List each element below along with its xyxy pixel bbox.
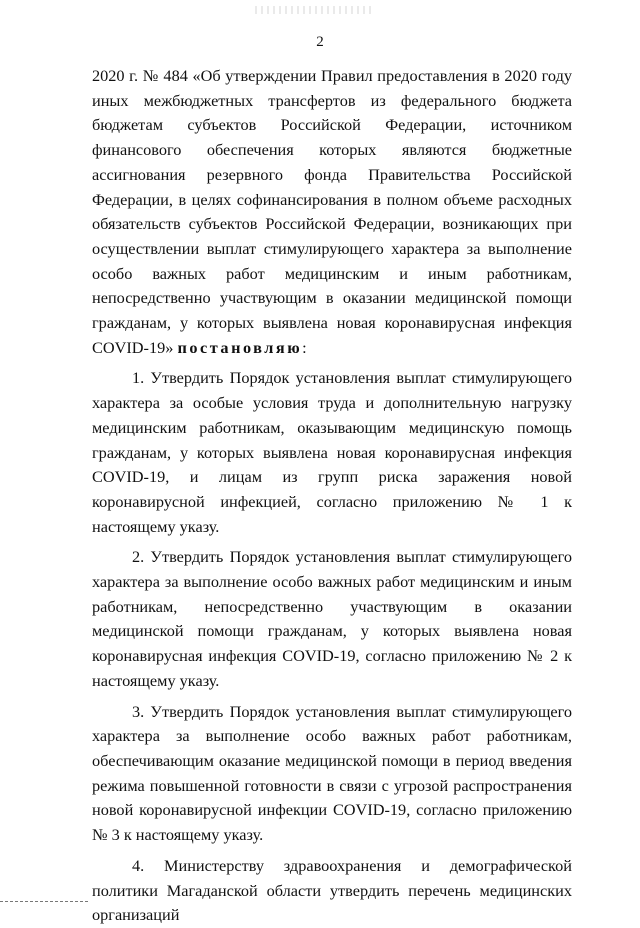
scan-artifact <box>255 6 375 14</box>
list-item: 4. Министерству здравоохранения и демографической политики Магаданской области утвердить перечень медицинских организаций <box>92 855 572 925</box>
document-body <box>92 64 572 928</box>
list-item: 2. Утвердить Порядок установления выплат стимулирующего характера за выполнение особо важных работ медицинским и иным работникам, непосредственно участвующим в оказании медицинской помощи гражданам, у которых выявлена новая коронавирусная инфекция COVID-19, согласно приложению № 2 к настоящему указу. <box>92 547 572 690</box>
scan-edge-artifact <box>0 901 90 902</box>
resolve-word: постановляю <box>177 337 303 357</box>
page-number: 2 <box>316 34 324 50</box>
resolve-suffix: : <box>302 337 307 357</box>
intro-paragraph <box>92 64 572 360</box>
intro-text: 2020 г. № 484 «Об утверждении Правил предоставления в 2020 году иных межбюджетных трансфертов из федерального бюджета бюджетам субъектов Российской Федерации, источником финансового обеспечения которых являются бюджетные ассигнования резервного фонда Правительства Российской Федерации, в целях софинансирования в полном объеме расходных обязательств субъектов Российской Федерации, возникающих при осуществлении выплат стимулирующего характера за выполнение особо важных работ медицинским и иным работникам, непосредственно участвующим в оказании медицинской помощи гражданам, у которых выявлена новая коронавирусная инфекция COVID-19» <box>92 66 572 357</box>
list-item: 1. Утвердить Порядок установления выплат стимулирующего характера за особые условия труда и дополнительную нагрузку медицинским работникам, оказывающим медицинскую помощь гражданам, у которых выявлена новая коронавирусная инфекция COVID-19, и лицам из групп риска заражения новой коронавирусной инфекцией, согласно приложению № 1 к настоящему указу. <box>92 368 572 536</box>
list-item: 3. Утвердить Порядок установления выплат стимулирующего характера за выполнение особо важных работ работникам, обеспечивающим оказание медицинской помощи в период введения режима повышенной готовности в связи с угрозой распространения новой коронавирусной инфекции COVID-19, согласно приложению № 3 к настоящему указу. <box>92 701 572 845</box>
